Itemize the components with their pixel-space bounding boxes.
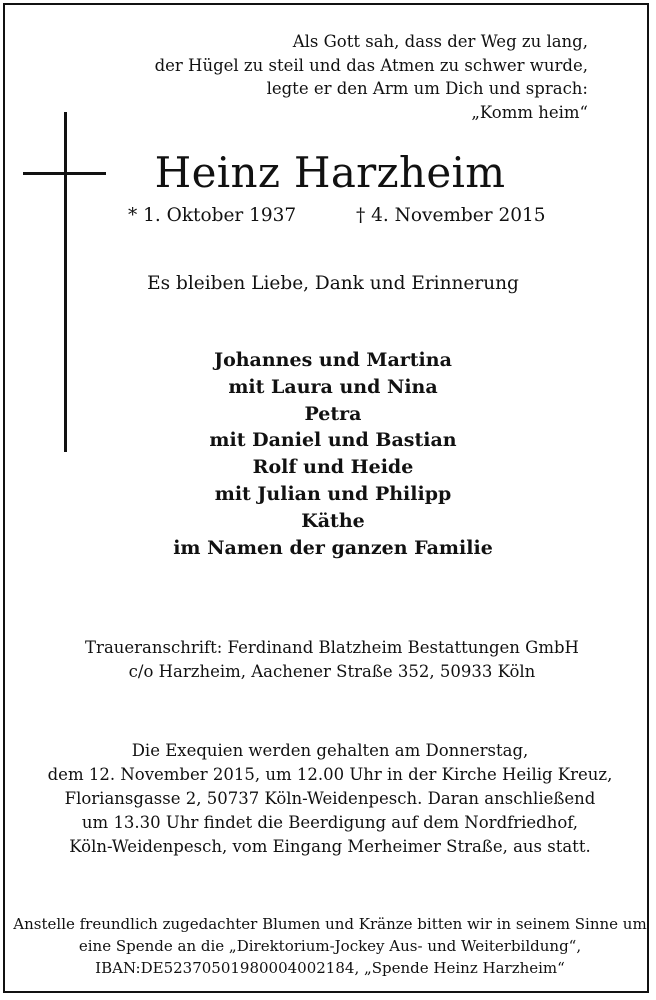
cross-icon-bar	[23, 172, 106, 175]
service-line: Die Exequien werden gehalten am Donnerstag,	[131, 741, 529, 760]
service-line: um 13.30 Uhr findet die Beerdigung auf dem Nordfriedhof,	[81, 813, 579, 832]
family-list	[5, 347, 656, 561]
family-member: mit Laura und Nina	[228, 375, 438, 398]
donation-notice	[2, 913, 656, 979]
poem	[155, 30, 588, 124]
service-line: Köln-Weidenpesch, vom Eingang Merheimer Straße, aus statt.	[69, 837, 591, 856]
poem-line: der Hügel zu steil und das Atmen zu schwer wurde,	[154, 55, 588, 75]
remembrance-line: Es bleiben Liebe, Dank und Erinnerung	[147, 273, 519, 294]
family-member: Johannes und Martina	[214, 349, 452, 371]
mourning-address	[4, 636, 656, 684]
family-member: mit Julian und Philipp	[214, 482, 452, 505]
birth-date: * 1. Oktober 1937	[128, 205, 297, 226]
deceased-name: Heinz Harzheim	[154, 148, 506, 197]
donation-line: Anstelle freundlich zugedachter Blumen und Kränze bitten wir in seinem Sinne um	[13, 915, 647, 933]
family-member: mit Daniel und Bastian	[209, 429, 457, 452]
family-member: Rolf und Heide	[252, 456, 414, 479]
service-line: Floriansgasse 2, 50737 Köln-Weidenpesch. Daran anschließend	[64, 789, 596, 808]
service-line: dem 12. November 2015, um 12.00 Uhr in der Kirche Heilig Kreuz,	[47, 765, 613, 784]
death-date: † 4. November 2015	[356, 205, 546, 226]
service-details	[2, 739, 656, 859]
family-member: im Namen der ganzen Familie	[173, 536, 493, 559]
poem-line: legte er den Arm um Dich und sprach:	[266, 79, 588, 98]
family-member: Petra	[304, 402, 362, 425]
family-member: Käthe	[301, 509, 365, 532]
address-line: c/o Harzheim, Aachener Straße 352, 50933 Köln	[128, 662, 536, 681]
address-line: Traueranschrift: Ferdinand Blatzheim Bestattungen GmbH	[85, 638, 579, 657]
poem-line: Als Gott sah, dass der Weg zu lang,	[292, 32, 588, 51]
donation-line: eine Spende an die „Direktorium-Jockey Aus- und Weiterbildung“,	[78, 937, 582, 955]
donation-line: IBAN:DE52370501980004002184, „Spende Heinz Harzheim“	[95, 959, 565, 977]
poem-line: „Komm heim“	[471, 102, 588, 122]
